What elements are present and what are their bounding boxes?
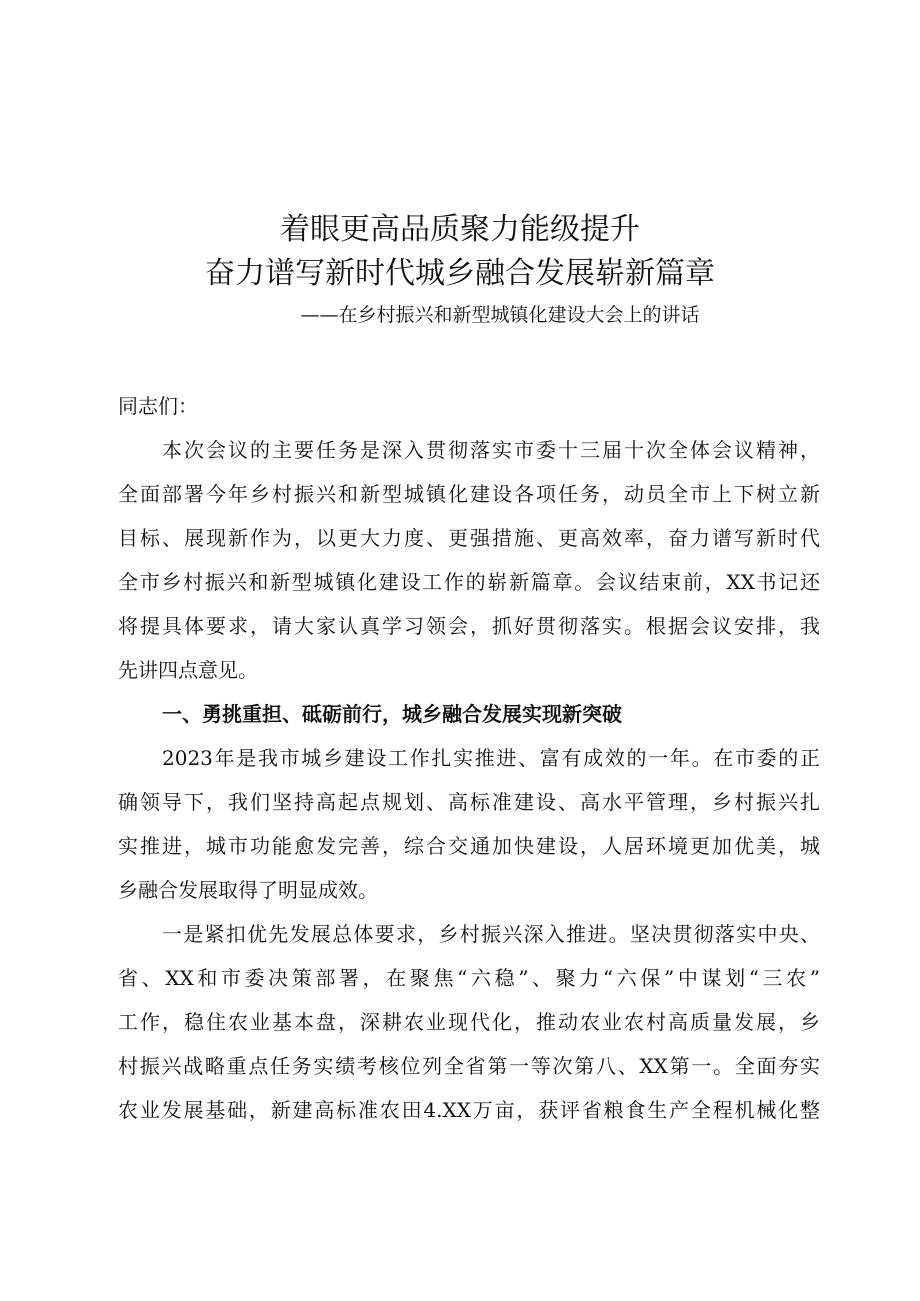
text-line: 实推进，城市功能愈发完善，综合交通加快建设，人居环境更加优美，城 (118, 834, 820, 858)
body-text (118, 384, 820, 1132)
paragraph-1 (118, 428, 820, 692)
text-line: 全市乡村振兴和新型城镇化建设工作的崭新篇章。会议结束前，XX书记还 (118, 570, 820, 594)
text-line: 省、XX和市委决策部署，在聚焦“六稳”、聚力“六保”中谋划“三农” (118, 966, 820, 990)
text-line: 工作，稳住农业基本盘，深耕农业现代化，推动农业农村高质量发展，乡 (118, 1010, 820, 1034)
section-heading-1: 一、勇挑重担、砥砺前行，城乡融合发展实现新突破 (162, 702, 622, 726)
salutation: 同志们： (118, 394, 198, 418)
title-line-1: 着眼更高品质聚力能级提升 (280, 212, 640, 247)
title-line-2: 奋力谱写新时代城乡融合发展崭新篇章 (205, 256, 715, 291)
title-block (0, 208, 920, 330)
text-line: 乡融合发展取得了明显成效。 (118, 878, 378, 902)
paragraph-3 (118, 912, 820, 1132)
text-line: 一是紧扣优先发展总体要求，乡村振兴深入推进。坚决贯彻落实中央、 (162, 922, 820, 946)
text-line: 先讲四点意见。 (118, 658, 258, 682)
text-line: 将提具体要求，请大家认真学习领会，抓好贯彻落实。根据会议安排，我 (118, 614, 820, 638)
text-line: 2023年是我市城乡建设工作扎实推进、富有成效的一年。在市委的正 (162, 746, 820, 770)
text-line: 全面部署今年乡村振兴和新型城镇化建设各项任务，动员全市上下树立新 (118, 482, 820, 506)
text-line: 村振兴战略重点任务实绩考核位列全省第一等次第八、XX第一。全面夯实 (118, 1054, 820, 1078)
text-line: 农业发展基础，新建高标准农田4.XX万亩，获评省粮食生产全程机械化整 (118, 1098, 820, 1122)
text-line: 确领导下，我们坚持高起点规划、高标准建设、高水平管理，乡村振兴扎 (118, 790, 820, 814)
text-line: 目标、展现新作为，以更大力度、更强措施、更高效率，奋力谱写新时代 (118, 526, 820, 550)
text-line: 本次会议的主要任务是深入贯彻落实市委十三届十次全体会议精神， (162, 438, 820, 462)
subtitle: ——在乡村振兴和新型城镇化建设大会上的讲话 (300, 304, 700, 326)
paragraph-2 (118, 736, 820, 912)
